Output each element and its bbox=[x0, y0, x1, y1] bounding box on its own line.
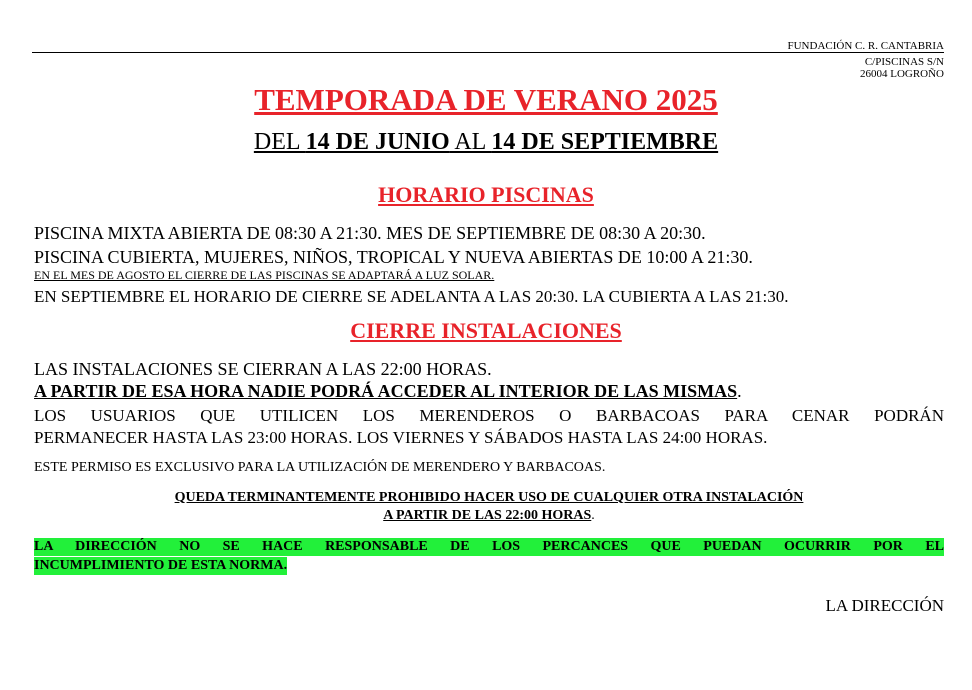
prohibido-line2 bbox=[34, 507, 944, 524]
cierre-heading: CIERRE INSTALACIONES bbox=[350, 318, 622, 343]
header-city: 26004 LOGROÑO bbox=[859, 68, 944, 80]
header-address: C/PISCINAS S/N bbox=[864, 56, 944, 68]
season-dates bbox=[0, 129, 972, 156]
horario-heading: HORARIO PISCINAS bbox=[378, 182, 594, 207]
cierre-acceso-text: A PARTIR DE ESA HORA NADIE PODRÁ ACCEDER AL INTERIOR DE LAS MISMAS bbox=[34, 381, 738, 401]
dates-del: DEL bbox=[253, 129, 306, 155]
cierre-merenderos-line2: PERMANECER HASTA LAS 23:00 HORAS. LOS VIERNES Y SÁBADOS HASTA LAS 24:00 HORAS. bbox=[34, 428, 768, 447]
prohibido-line2-period: . bbox=[591, 508, 595, 523]
dates-start: 14 DE JUNIO bbox=[305, 129, 450, 155]
horario-agosto-note: EN EL MES DE AGOSTO EL CIERRE DE LAS PISCINAS SE ADAPTARÁ A LUZ SOLAR. bbox=[34, 268, 495, 282]
prohibido-line1: QUEDA TERMINANTEMENTE PROHIBIDO HACER USO DE CUALQUIER OTRA INSTALACIÓN bbox=[174, 490, 804, 505]
page-title: TEMPORADA DE VERANO 2025 bbox=[254, 82, 718, 117]
signature: LA DIRECCIÓN bbox=[825, 596, 944, 615]
aviso-line2-text: INCUMPLIMIENTO DE ESTA NORMA bbox=[34, 558, 284, 573]
cierre-merenderos-line1: LOS USUARIOS QUE UTILICEN LOS MERENDEROS O BARBACOAS PARA CENAR PODRÁN bbox=[34, 406, 944, 425]
horario-septiembre: EN SEPTIEMBRE EL HORARIO DE CIERRE SE ADELANTA A LAS 20:30. LA CUBIERTA A LAS 21:30. bbox=[34, 287, 789, 306]
header-rule bbox=[32, 52, 944, 53]
cierre-hora: LAS INSTALACIONES SE CIERRAN A LAS 22:00 HORAS. bbox=[34, 359, 492, 379]
aviso-block bbox=[34, 538, 944, 575]
header-org-name: FUNDACIÓN C. R. CANTABRIA bbox=[787, 40, 944, 52]
aviso-line2-period: . bbox=[283, 558, 288, 573]
cierre-acceso bbox=[34, 380, 944, 402]
aviso-line2 bbox=[34, 557, 287, 575]
dates-al: AL bbox=[449, 129, 492, 155]
horario-cubierta: PISCINA CUBIERTA, MUJERES, NIÑOS, TROPICAL Y NUEVA ABIERTAS DE 10:00 A 21:30. bbox=[34, 247, 753, 267]
cierre-acceso-period: . bbox=[737, 381, 742, 401]
dates-end: 14 DE SEPTIEMBRE bbox=[491, 129, 719, 155]
horario-mixta: PISCINA MIXTA ABIERTA DE 08:30 A 21:30. MES DE SEPTIEMBRE DE 08:30 A 20:30. bbox=[34, 223, 706, 243]
aviso-line1: LA DIRECCIÓN NO SE HACE RESPONSABLE DE LOS PERCANCES QUE PUEDAN OCURRIR POR EL bbox=[34, 539, 944, 554]
permiso-text: ESTE PERMISO ES EXCLUSIVO PARA LA UTILIZACIÓN DE MERENDERO Y BARBACOAS. bbox=[34, 460, 606, 475]
prohibido-line2-text: A PARTIR DE LAS 22:00 HORAS bbox=[383, 508, 592, 523]
